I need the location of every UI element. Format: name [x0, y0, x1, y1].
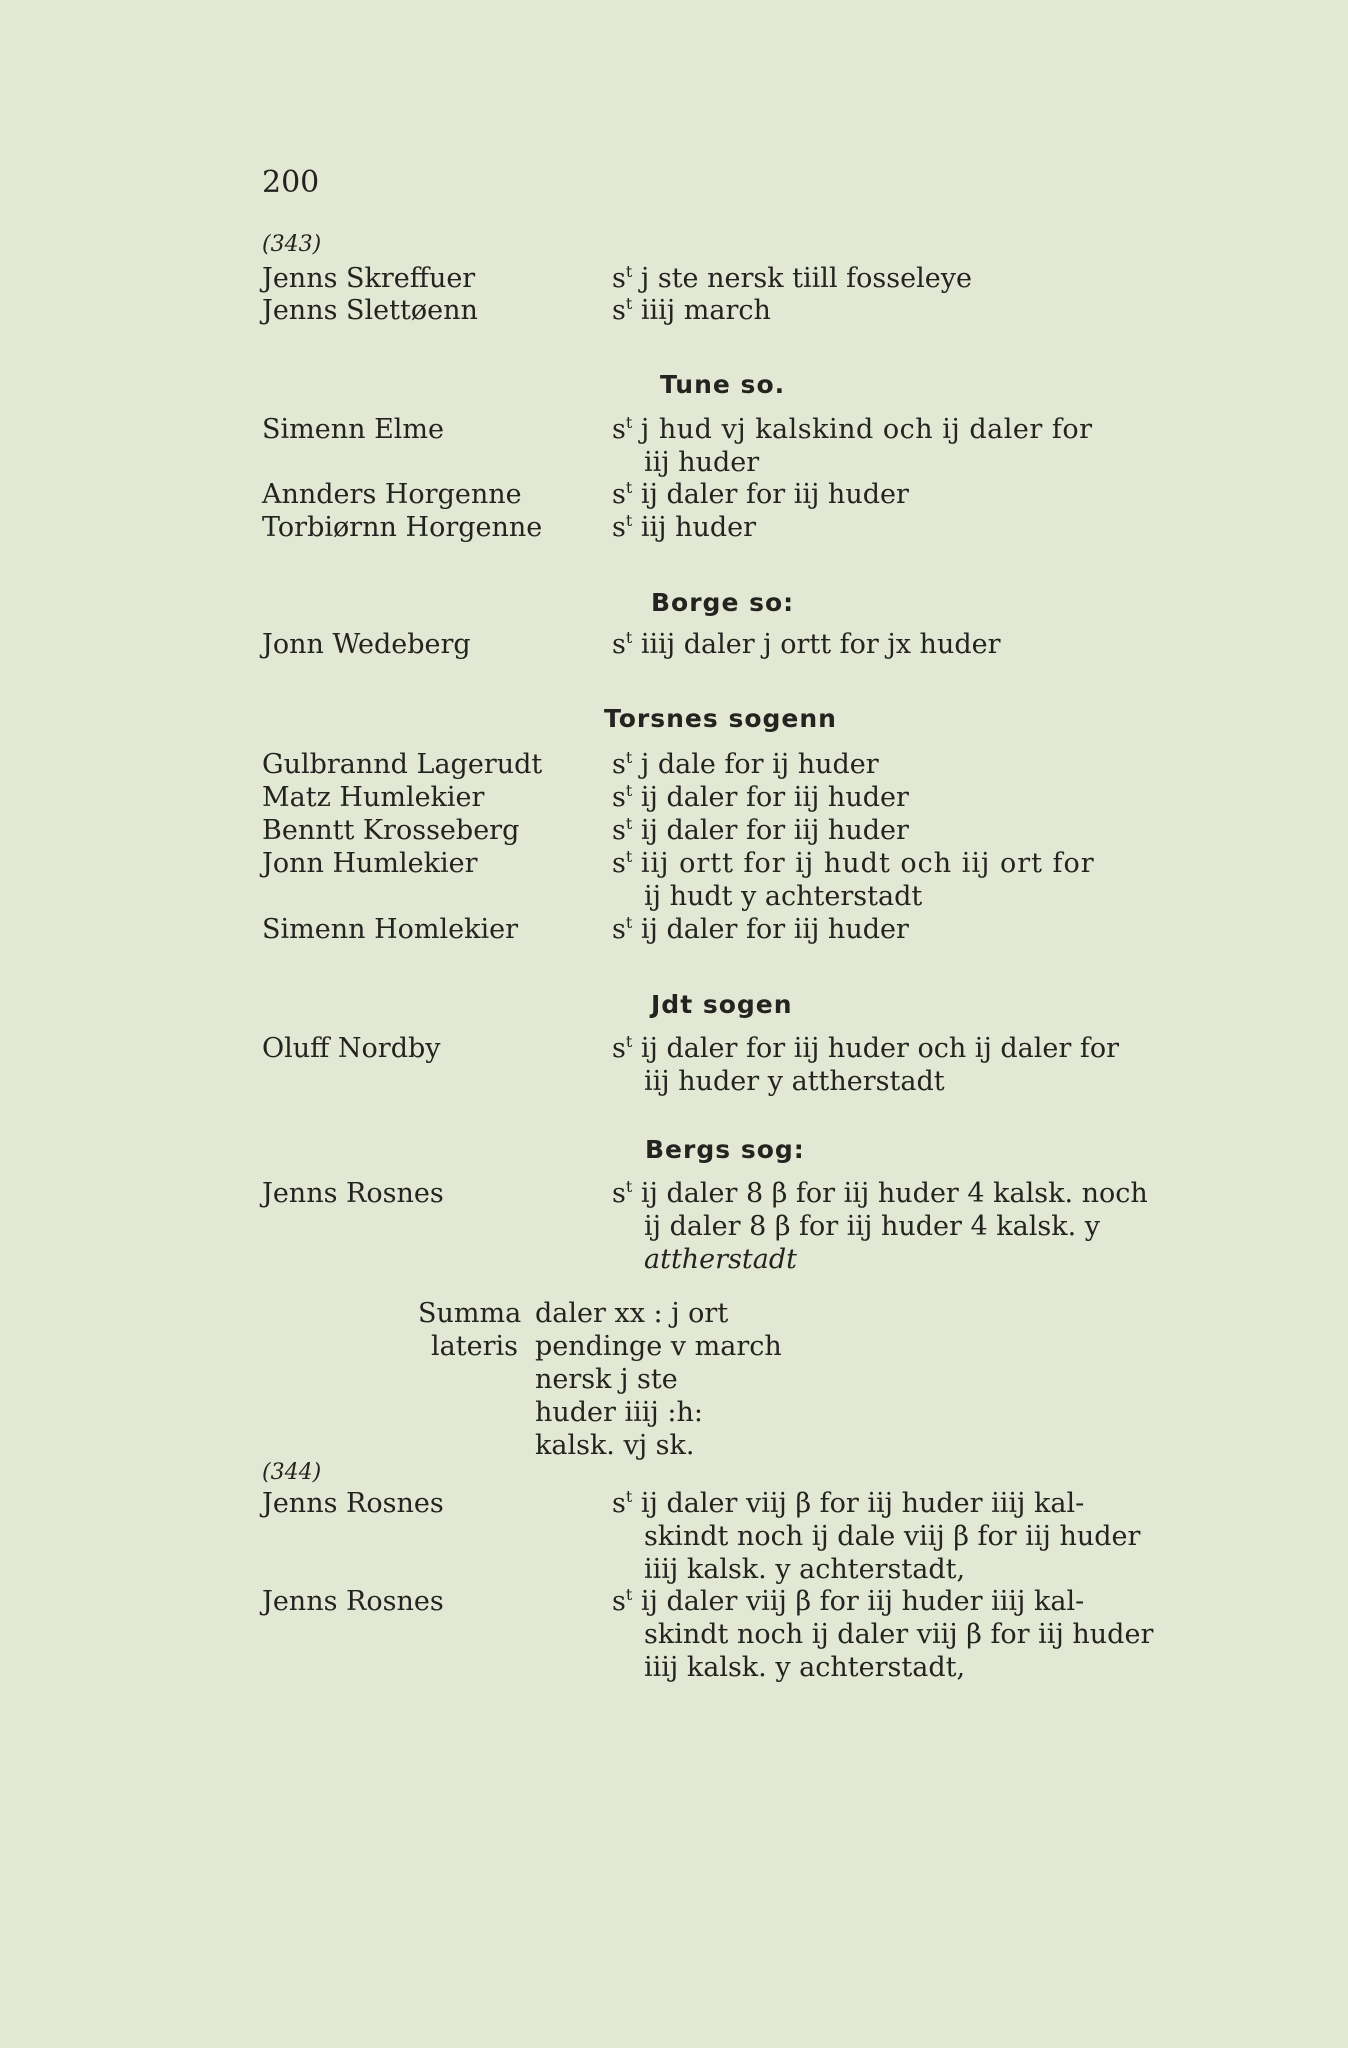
summa-line: huder iiij :h:	[535, 1397, 703, 1428]
entry-text: $s^t$ j ste nersk tiill fosseleye	[612, 262, 972, 294]
entry-text: $s^t$ ij daler viij β for iij huder iiij kal- skindt noch ij daler viij β for iij huder iiij kalsk. y achterstadt,	[612, 1585, 1154, 1683]
summa-line: pendinge v march	[535, 1331, 782, 1362]
entry-text: $s^t$ ij daler 8 β for iij huder 4 kalsk. noch ij daler 8 β for iij huder 4 kalsk. y attherstadt	[612, 1177, 1148, 1275]
entry-name: Benntt Krosseberg	[262, 815, 520, 846]
summa-label: Summa lateris	[418, 1298, 522, 1362]
parish-heading: Tune so.	[660, 370, 786, 399]
entry-name: Jenns Rosnes	[262, 1488, 444, 1519]
entry-text: $s^t$ ij daler for iij huder	[612, 478, 909, 510]
parish-heading: Borge so:	[651, 588, 795, 617]
entry-name: Jonn Humlekier	[262, 848, 478, 879]
entry-name: Jenns Slettøenn	[262, 295, 478, 326]
entry-name: Jenns Rosnes	[262, 1586, 444, 1617]
summa-line: daler xx : j ort	[535, 1298, 729, 1329]
summa-lines	[535, 1297, 782, 1462]
entry-name: Jonn Wedeberg	[262, 629, 471, 660]
entry-text: $s^t$ j hud vj kalskind och ij daler for iij huder	[612, 413, 1093, 478]
entry-text: $s^t$ iij ortt for ij hudt och iij ort for ij hudt y achterstadt	[612, 847, 1095, 912]
parish-heading: Bergs sog:	[645, 1135, 805, 1164]
entry-name: Jenns Rosnes	[262, 1178, 444, 1209]
entry-text: $s^t$ iiij march	[612, 294, 771, 326]
entry-name: Matz Humlekier	[262, 782, 485, 813]
entry-name: Annders Horgenne	[262, 479, 522, 510]
section-ref-343: (343)	[262, 232, 322, 257]
entry-text: $s^t$ iiij daler j ortt for jx huder	[612, 628, 1001, 660]
entry-text: $s^t$ ij daler for iij huder och ij daler for iij huder y attherstadt	[612, 1032, 1120, 1097]
parish-heading: Torsnes sogenn	[604, 704, 837, 733]
entry-name: Oluff Nordby	[262, 1033, 441, 1064]
section-ref-344: (344)	[262, 1460, 322, 1485]
parish-heading: Jdt sogen	[651, 990, 793, 1019]
entry-text: $s^t$ ij daler viij β for iij huder iiij kal- skindt noch ij dale viij β for iij huder iiij kalsk. y achterstadt,	[612, 1487, 1141, 1585]
summa-line: nersk j ste	[535, 1364, 678, 1395]
entry-text: $s^t$ ij daler for iij huder	[612, 814, 909, 846]
entry-text: $s^t$ ij daler for iij huder	[612, 913, 909, 945]
entry-name: Simenn Elme	[262, 414, 444, 445]
entry-name: Simenn Homlekier	[262, 914, 518, 945]
entry-text: $s^t$ j dale for ij huder	[612, 748, 879, 780]
entry-name: Jenns Skreffuer	[262, 263, 476, 294]
entry-text: $s^t$ iij huder	[612, 511, 757, 543]
summa-line: kalsk. vj sk.	[535, 1430, 695, 1461]
entry-name: Torbiørnn Horgenne	[262, 512, 543, 543]
entry-text: $s^t$ ij daler for iij huder	[612, 781, 909, 813]
entry-name: Gulbrannd Lagerudt	[262, 749, 543, 780]
page-number: 200	[262, 165, 320, 200]
